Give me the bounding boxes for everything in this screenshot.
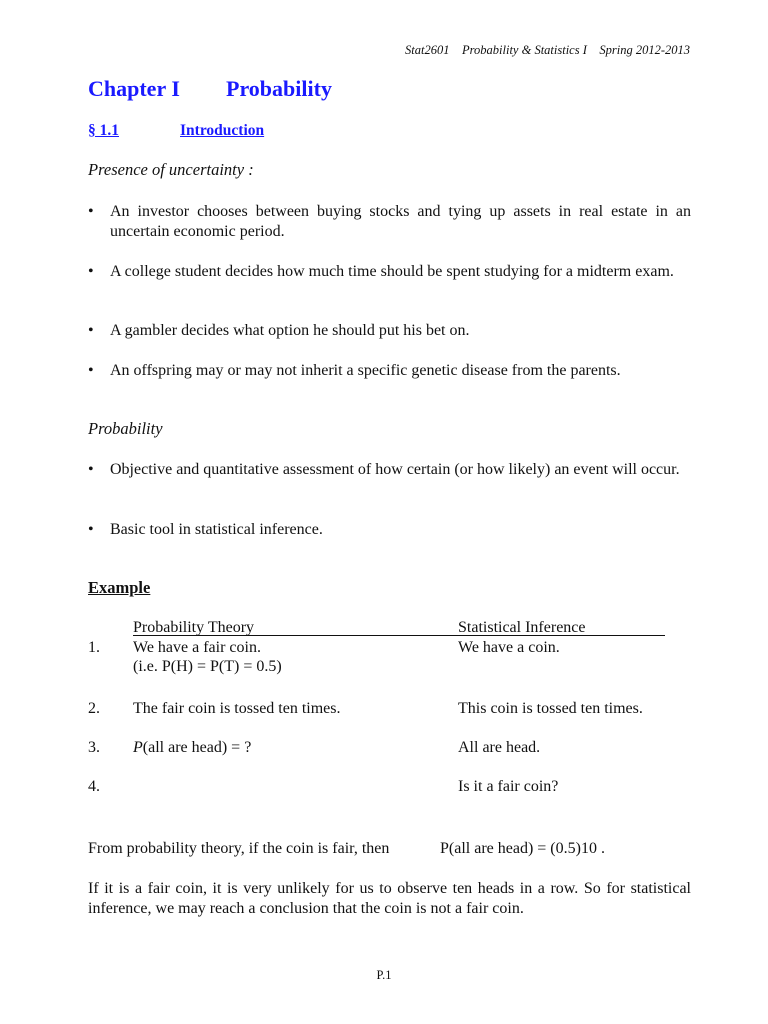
bullet-icon: • xyxy=(88,322,94,339)
p-symbol: P xyxy=(133,739,143,756)
uncertainty-heading: Presence of uncertainty : xyxy=(88,160,254,179)
list-item xyxy=(88,262,691,302)
list-item xyxy=(88,202,691,242)
row-number: 4. xyxy=(88,778,100,795)
bullet-icon: • xyxy=(88,362,94,379)
list-item-text: A college student decides how much time should be spent studying for a midterm exam. xyxy=(110,263,674,280)
list-item-text: An investor chooses between buying stocks and tying up assets in real estate in an uncertain economic period. xyxy=(110,203,691,240)
row-number: 2. xyxy=(88,700,100,717)
running-header: Stat2601 Probability & Statistics I Spring 2012-2013 xyxy=(405,43,690,57)
list-item xyxy=(88,321,691,341)
fair-coin-note xyxy=(133,657,282,677)
list-item-text: An offspring may or may not inherit a specific genetic disease from the parents. xyxy=(110,362,621,379)
row-right-cell: This coin is tossed ten times. xyxy=(458,700,643,717)
row-number: 1. xyxy=(88,639,100,656)
list-item-text: Objective and quantitative assessment of how certain (or how likely) an event will occur. xyxy=(110,461,680,478)
bullet-icon: • xyxy=(88,461,94,478)
bullet-icon: • xyxy=(88,203,94,220)
conclusion-text: From probability theory, if the coin is fair, then xyxy=(88,840,390,857)
section-number: § 1.1 xyxy=(88,122,119,139)
fair-coin-note-text: (i.e. P(H) = P(T) = 0.5) xyxy=(133,658,282,675)
conclusion-paragraph: If it is a fair coin, it is very unlikely for us to observe ten heads in a row. So for statistical inference, we may reach a conclusion that the coin is not a fair coin. xyxy=(88,880,691,917)
page-number: P.1 xyxy=(376,968,392,982)
row-left-cell: We have a fair coin. xyxy=(133,639,261,656)
list-item xyxy=(88,361,691,381)
conclusion-formula: P(all are head) = (0.5)10 . xyxy=(440,840,605,857)
bullet-icon: • xyxy=(88,521,94,538)
example-title: Example xyxy=(88,578,151,597)
row-right-cell: We have a coin. xyxy=(458,639,560,656)
column-header-statistical-inference: Statistical Inference xyxy=(458,619,586,636)
list-item xyxy=(88,520,691,540)
row-left-cell xyxy=(133,738,251,758)
header-rule xyxy=(133,635,665,636)
row-right-cell: All are head. xyxy=(458,739,541,756)
column-header-probability-theory: Probability Theory xyxy=(133,619,255,636)
list-item xyxy=(88,460,691,500)
row-left-text: (all are head) = ? xyxy=(142,739,252,756)
row-right-cell: Is it a fair coin? xyxy=(458,778,559,795)
bullet-icon: • xyxy=(88,263,94,280)
section-title: Introduction xyxy=(180,122,265,139)
probability-heading: Probability xyxy=(88,419,163,438)
list-item-text: Basic tool in statistical inference. xyxy=(110,521,323,538)
row-left-cell: The fair coin is tossed ten times. xyxy=(133,700,341,717)
chapter-number: Chapter I xyxy=(88,76,180,101)
chapter-title: Probability xyxy=(226,76,332,101)
conclusion-line xyxy=(88,839,389,859)
list-item-text: A gambler decides what option he should put his bet on. xyxy=(110,322,470,339)
row-number: 3. xyxy=(88,739,100,756)
